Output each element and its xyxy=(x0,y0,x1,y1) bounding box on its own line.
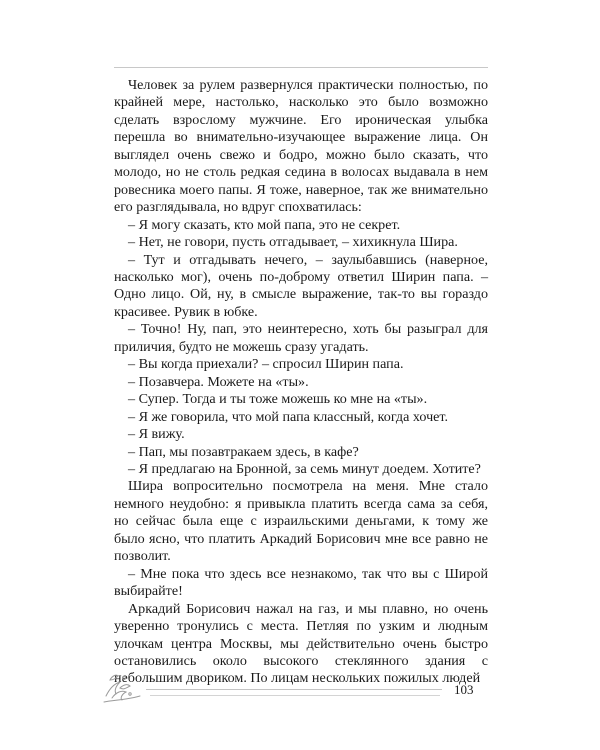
body-text xyxy=(114,77,488,688)
paragraph: – Супер. Тогда и ты тоже можешь ко мне на «ты». xyxy=(128,391,428,408)
paragraph: Человек за рулем развернулся практически полностью, по крайней мере, настолько, насколько это было возможно сделать взрослому мужчине. Его ироническая улыбка перешла во внимательно-изучающее выражение лица. Он выглядел очень свежо и бодро, можно было сказать, что молодо, но не столь редкая седина в волосах выдавала в нем ровесника моего папы. Я тоже, наверное, так же внимательно его разглядывала, но вдруг спохватилась: xyxy=(114,77,488,216)
paragraph: Аркадий Борисович нажал на газ, и мы плавно, но очень уверенно тронулись с места. Петляя по узким и людным улочкам центра Москвы, мы действительно очень быстро остановились около высокого стеклянного здания с небольшим двориком. По лицам нескольких пожилых людей xyxy=(114,600,488,687)
paragraph: – Я же говорила, что мой папа классный, когда хочет. xyxy=(128,408,449,425)
floral-ornament-icon xyxy=(100,670,170,706)
footer-rule-secondary xyxy=(150,695,440,696)
paragraph: – Нет, не говори, пусть отгадывает, – хихикнула Шира. xyxy=(128,234,458,251)
paragraph: – Я предлагаю на Бронной, за семь минут доедем. Хотите? xyxy=(128,460,481,477)
paragraph: – Позавчера. Можете на «ты». xyxy=(128,373,309,390)
footer-rule xyxy=(146,689,442,690)
paragraph: – Мне пока что здесь все незнакомо, так что вы с Широй выбирайте! xyxy=(114,565,488,600)
page-number: 103 xyxy=(454,682,474,697)
paragraph: – Тут и отгадывать нечего, – заулыбавшись (наверное, насколько мог), очень по-доброму ответил Ширин папа. – Одно лицо. Ой, ну, в смысле выражение, так-то вы гораздо красивее. Рувик в юбке. xyxy=(114,251,488,320)
paragraph: Шира вопросительно посмотрела на меня. Мне стало немного неудобно: я привыкла платить всегда сама за себя, но сейчас была еще с израильскими деньгами, к тому же было ясно, что платить Аркадий Борисович мне все равно не позволит. xyxy=(114,478,488,565)
paragraph: – Я вижу. xyxy=(128,426,185,443)
paragraph: – Точно! Ну, пап, это неинтересно, хоть бы разыграл для приличия, будто не можешь сразу угадать. xyxy=(114,321,488,355)
paragraph: – Пап, мы позавтракаем здесь, в кафе? xyxy=(128,443,359,460)
paragraph: – Я могу сказать, кто мой папа, это не секрет. xyxy=(128,216,401,233)
paragraph: – Вы когда приехали? – спросил Ширин папа. xyxy=(128,356,404,373)
page-footer xyxy=(0,670,600,710)
header-rule xyxy=(114,67,488,68)
